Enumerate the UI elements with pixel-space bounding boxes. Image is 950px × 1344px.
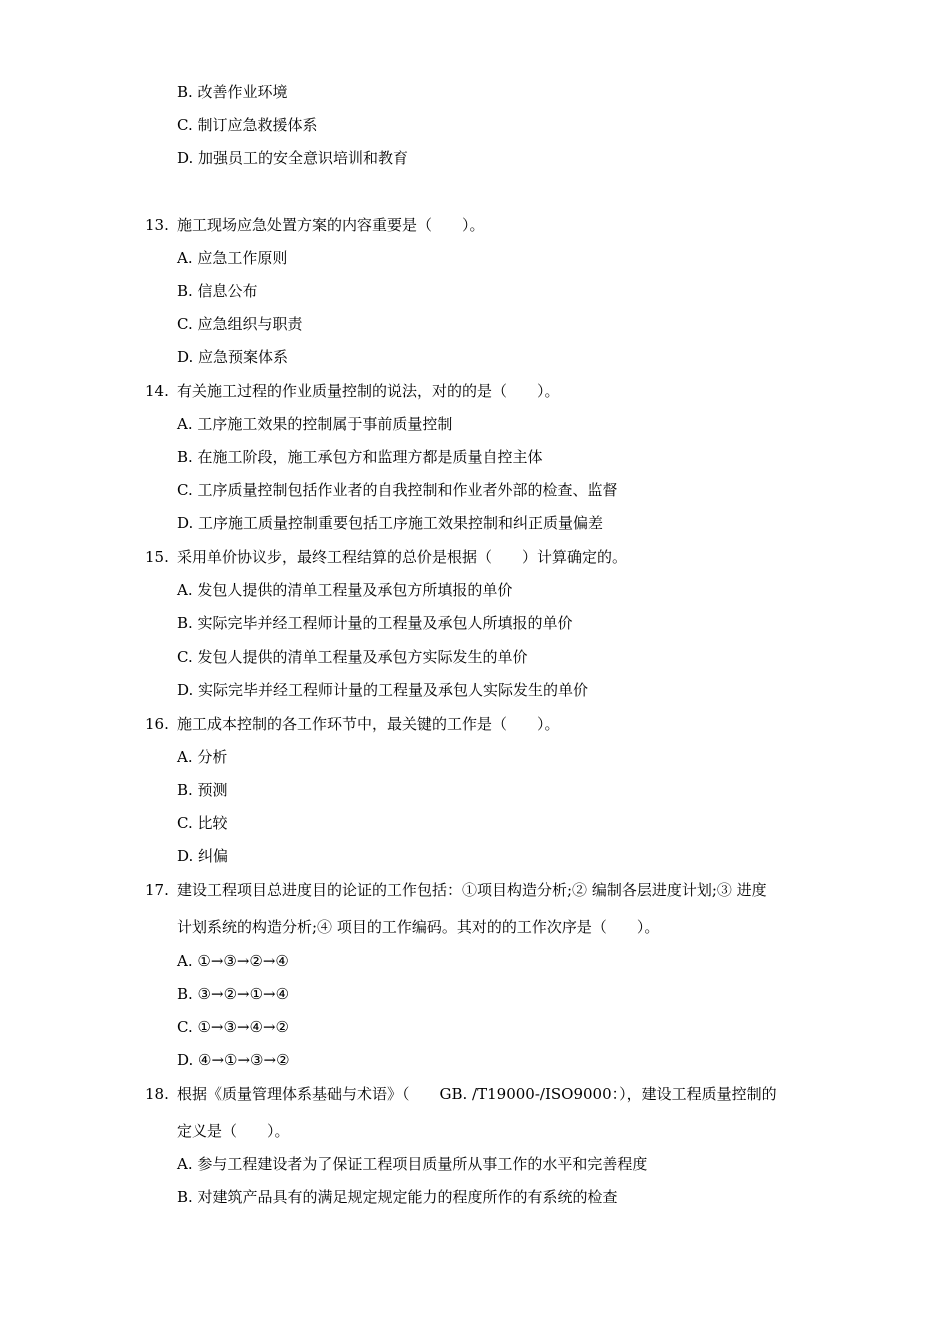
option-line: D. ④→①→③→② — [177, 1051, 290, 1069]
option-line: B. 对建筑产品具有的满足规定规定能力的程度所作的有系统的检查 — [177, 1188, 618, 1206]
question-16 — [145, 714, 560, 734]
option-line: B. ③→②→①→④ — [177, 985, 290, 1003]
question-text: 施工成本控制的各工作环节中，最关键的工作是（ ）。 — [177, 715, 560, 733]
option-line: A. ①→③→②→④ — [177, 952, 289, 970]
option-line: B. 在施工阶段，施工承包方和监理方都是质量自控主体 — [177, 448, 543, 466]
question-text: 有关施工过程的作业质量控制的说法，对的的是（ ）。 — [177, 382, 560, 400]
option-line: B. 实际完毕并经工程师计量的工程量及承包人所填报的单价 — [177, 614, 573, 632]
option-line: C. ①→③→④→② — [177, 1018, 289, 1036]
option-line: C. 应急组织与职责 — [177, 315, 303, 333]
question-number: 13. — [145, 216, 169, 234]
question-15 — [145, 547, 627, 567]
question-text: 施工现场应急处置方案的内容重要是（ ）。 — [177, 216, 485, 234]
question-text: 采用单价协议步，最终工程结算的总价是根据（ ）计算确定的。 — [177, 548, 628, 566]
question-14 — [145, 381, 560, 401]
option-line: C. 工序质量控制包括作业者的自我控制和作业者外部的检查、监督 — [177, 481, 618, 499]
option-line: B. 信息公布 — [177, 282, 258, 300]
question-13 — [145, 215, 485, 235]
option-line: A. 分析 — [177, 748, 228, 766]
option-line: D. 纠偏 — [177, 847, 229, 865]
question-text: 建设工程项目总进度目的论证的工作包括：①项目构造分析;② 编制各层进度计划;③ 进度 — [177, 881, 767, 899]
option-line: A. 应急工作原则 — [177, 249, 288, 267]
question-17 — [145, 880, 767, 900]
option-line: A. 工序施工效果的控制属于事前质量控制 — [177, 415, 453, 433]
option-line: D. 加强员工的安全意识培训和教育 — [177, 149, 409, 167]
option-line: A. 发包人提供的清单工程量及承包方所填报的单价 — [177, 581, 513, 599]
option-line: C. 发包人提供的清单工程量及承包方实际发生的单价 — [177, 648, 528, 666]
option-line: A. 参与工程建设者为了保证工程项目质量所从事工作的水平和完善程度 — [177, 1155, 648, 1173]
question-text: 根据《质量管理体系基础与术语》（ GB. /T19000-/ISO9000：），建设工程质量控制的 — [177, 1085, 777, 1103]
option-line: D. 实际完毕并经工程师计量的工程量及承包人实际发生的单价 — [177, 681, 589, 699]
question-number: 18. — [145, 1085, 169, 1103]
question-continuation: 定义是（ ）。 — [177, 1122, 290, 1140]
option-line: B. 改善作业环境 — [177, 83, 288, 101]
option-line: C. 比较 — [177, 814, 228, 832]
option-line: D. 工序施工质量控制重要包括工序施工效果控制和纠正质量偏差 — [177, 514, 604, 532]
question-18 — [145, 1084, 777, 1104]
question-number: 15. — [145, 548, 169, 566]
question-number: 16. — [145, 715, 169, 733]
option-line: B. 预测 — [177, 781, 228, 799]
question-number: 14. — [145, 382, 169, 400]
option-line: D. 应急预案体系 — [177, 348, 289, 366]
option-line: C. 制订应急救援体系 — [177, 116, 318, 134]
question-continuation: 计划系统的构造分析;④ 项目的工作编码。其对的的工作次序是（ ）。 — [177, 918, 660, 936]
question-number: 17. — [145, 881, 169, 899]
